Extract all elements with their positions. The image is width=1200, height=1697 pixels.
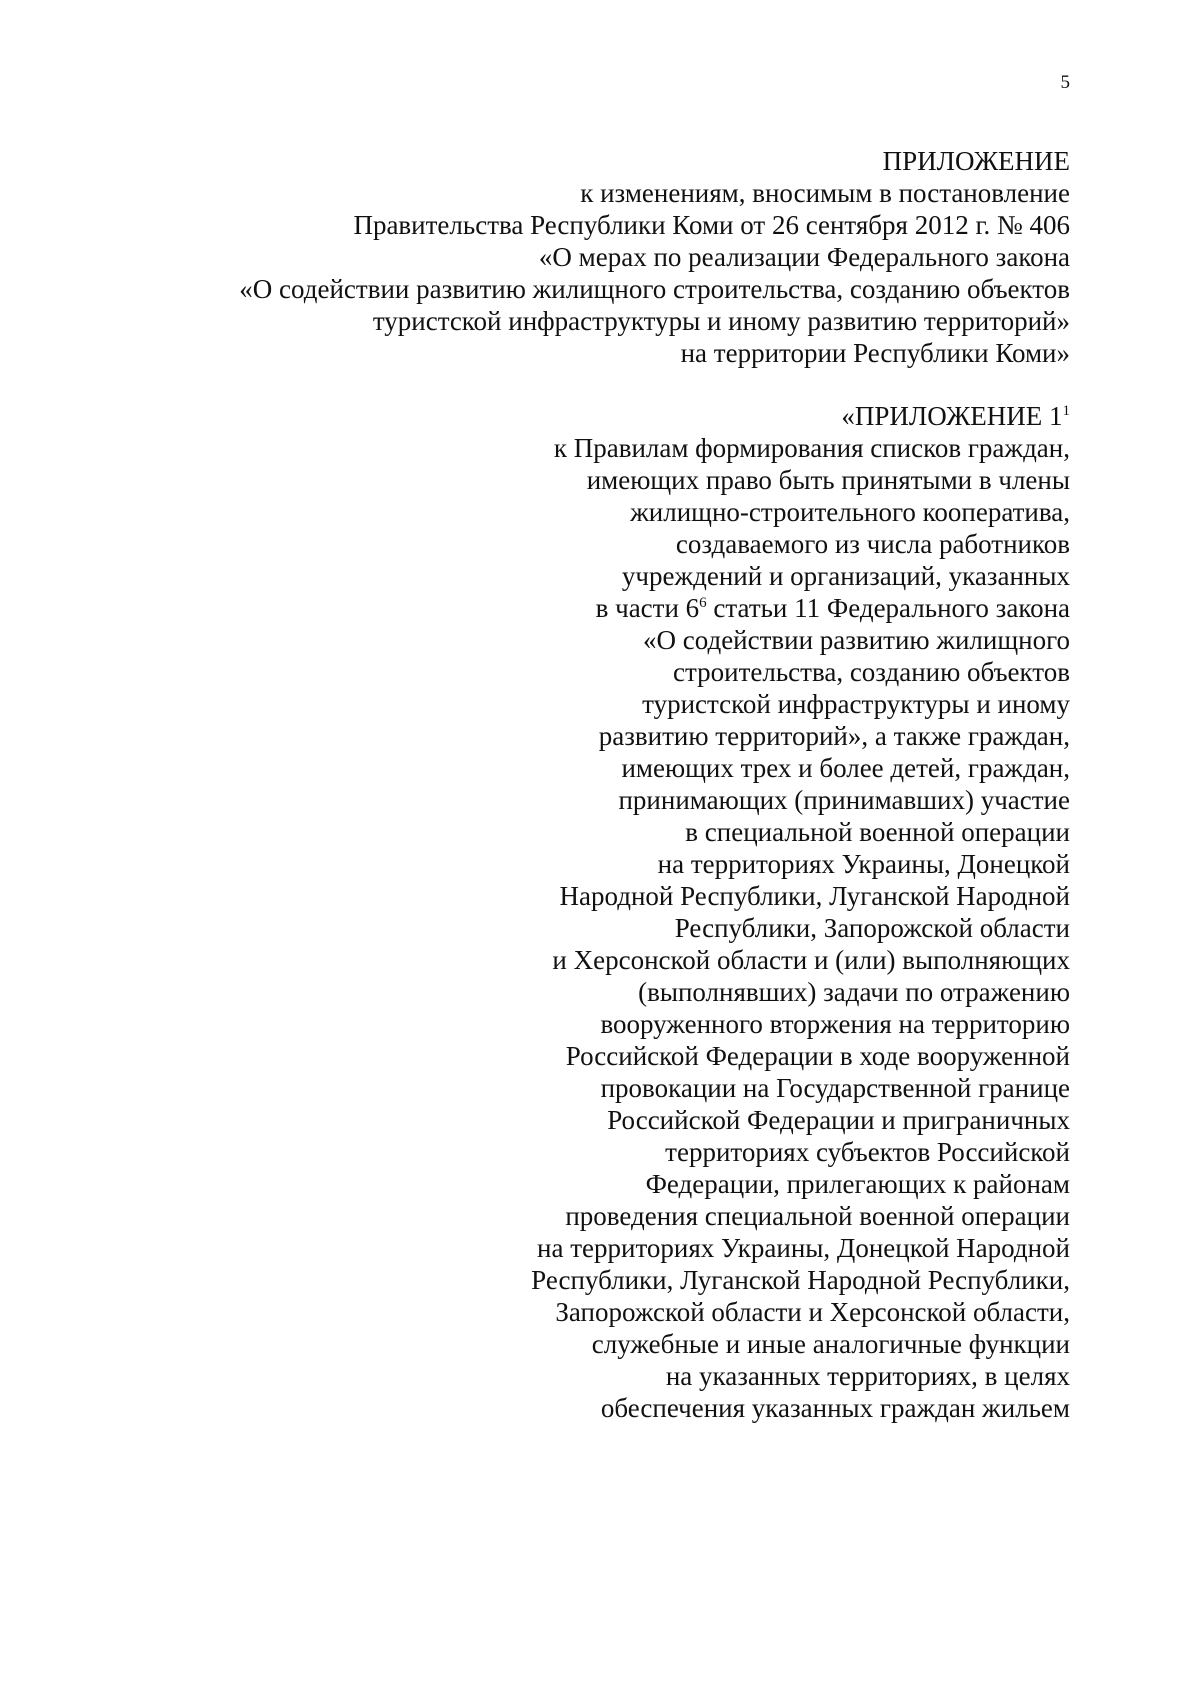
appendix-line: провокации на Государственной границе <box>600 1073 1070 1103</box>
appendix-line: принимающих (принимавших) участие <box>618 785 1070 815</box>
appendix-line: вооруженного вторжения на территорию <box>600 1009 1070 1039</box>
appendix-line: туристской инфраструктуры и иному <box>642 689 1070 719</box>
annex-title: ПРИЛОЖЕНИЕ <box>882 146 1070 176</box>
appendix-line: Республики, Запорожской области <box>674 913 1070 943</box>
appendix-line: имеющих право быть принятыми в члены <box>586 465 1070 495</box>
appendix-line: создаваемого из числа работников <box>675 529 1070 559</box>
annex-line: Правительства Республики Коми от 26 сентября 2012 г. № 406 <box>353 210 1070 240</box>
appendix-line: и Херсонской области и (или) выполняющих <box>552 945 1070 975</box>
appendix-line: на территориях Украины, Донецкой Народной <box>537 1233 1070 1263</box>
appendix-line: к Правилам формирования списков граждан, <box>553 433 1070 463</box>
annex-line: «О мерах по реализации Федерального закона <box>538 242 1070 272</box>
appendix-title-superscript: 1 <box>1062 403 1070 419</box>
appendix-line: на указанных территориях, в целях <box>665 1361 1070 1391</box>
appendix-line: Российской Федерации и приграничных <box>607 1105 1070 1135</box>
appendix-line: жилищно-строительного кооператива, <box>630 497 1070 527</box>
appendix-line-part: статьи 11 Федерального закона <box>706 593 1070 623</box>
appendix-line: развитию территорий», а также граждан, <box>598 721 1070 751</box>
appendix-line <box>531 592 1070 624</box>
appendix-line: в специальной военной операции <box>685 817 1070 847</box>
appendix-line: (выполнявших) задачи по отражению <box>638 977 1070 1007</box>
appendix-line: служебные и иные аналогичные функции <box>591 1329 1070 1359</box>
annex-header <box>239 145 1070 369</box>
appendix-line: имеющих трех и более детей, граждан, <box>621 753 1070 783</box>
appendix-line: Народной Республики, Луганской Народной <box>559 881 1070 911</box>
appendix-line: обеспечения указанных граждан жильем <box>600 1393 1070 1423</box>
page-number: 5 <box>1060 72 1070 93</box>
appendix-header <box>531 400 1070 1424</box>
appendix-line: Республики, Луганской Народной Республики, <box>531 1265 1070 1295</box>
appendix-title-text: «ПРИЛОЖЕНИЕ 1 <box>841 401 1063 431</box>
annex-line: туристской инфраструктуры и иному развитию территорий» <box>372 306 1070 336</box>
appendix-line: Запорожской области и Херсонской области, <box>555 1297 1070 1327</box>
appendix-line: на территориях Украины, Донецкой <box>657 849 1070 879</box>
appendix-lines-rest <box>531 624 1070 1424</box>
appendix-line: проведения специальной военной операции <box>565 1201 1070 1231</box>
appendix-title <box>531 400 1070 432</box>
appendix-line: Федерации, прилегающих к районам <box>645 1169 1070 1199</box>
annex-line: на территории Республики Коми» <box>680 338 1070 368</box>
appendix-line-part: в части 6 <box>595 593 700 623</box>
appendix-line: строительства, созданию объектов <box>673 657 1070 687</box>
annex-line: «О содействии развитию жилищного строительства, созданию объектов <box>239 274 1070 304</box>
appendix-line: Российской Федерации в ходе вооруженной <box>565 1041 1070 1071</box>
appendix-line-superscript: 6 <box>699 595 707 611</box>
appendix-line: учреждений и организаций, указанных <box>621 561 1070 591</box>
annex-line: к изменениям, вносимым в постановление <box>580 178 1070 208</box>
appendix-line: территориях субъектов Российской <box>665 1137 1070 1167</box>
appendix-line: «О содействии развитию жилищного <box>643 625 1070 655</box>
